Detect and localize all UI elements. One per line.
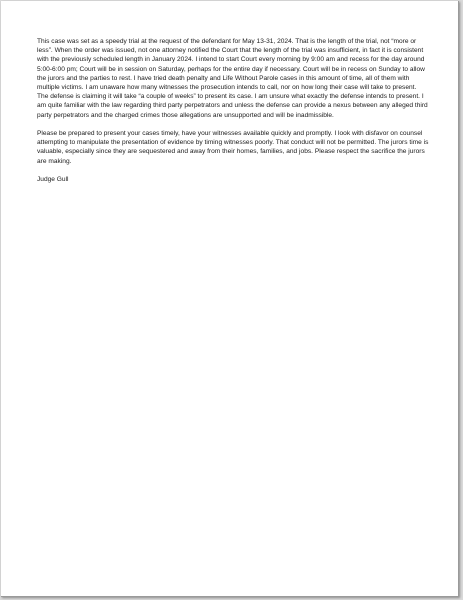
document-page [1,1,459,597]
paragraph-2: Please be prepared to present your cases timely, have your witnesses available quickly and promptly. I look with disfavor on counsel attempting to manipulate the presentation of evidence by timing witnesses poorly. That conduct will not be permitted. The jurors time is valuable, especially since they are sequestered and away from their homes, families, and jobs. Please respect the sacrifice the jurors are making. [37,130,429,165]
paragraph-1: This case was set as a speedy trial at the request of the defendant for May 13-31, 2024. That is the length of the trial, not “more or less”. When the order was issued, not one attorney notified the Court that the length of the trial was insufficient, in fact it is consistent with the previously scheduled length in January 2024. I intend to start Court every morning by 9:00 am and recess for the day around 5:00-6:00 pm; Court will be in session on Saturday, perhaps for the entire day if necessary. Court will be in recess on Sunday to allow the jurors and the parties to rest. I have tried death penalty and Life Without Parole cases in this amount of time, all of them with multiple victims. I am unaware how many witnesses the prosecution intends to call, nor on how long their case will take to present. The defense is claiming it will take “a couple of weeks” to present its case. I am unsure what exactly the defense intends to present. I am quite familiar with the law regarding third party perpetrators and unless the defense can provide a nexus between any alleged third party perpetrators and the charged crimes those allegations are unsupported and will be inadmissible. [37,38,428,119]
signature: Judge Gull [37,176,69,184]
document-body [37,37,429,193]
